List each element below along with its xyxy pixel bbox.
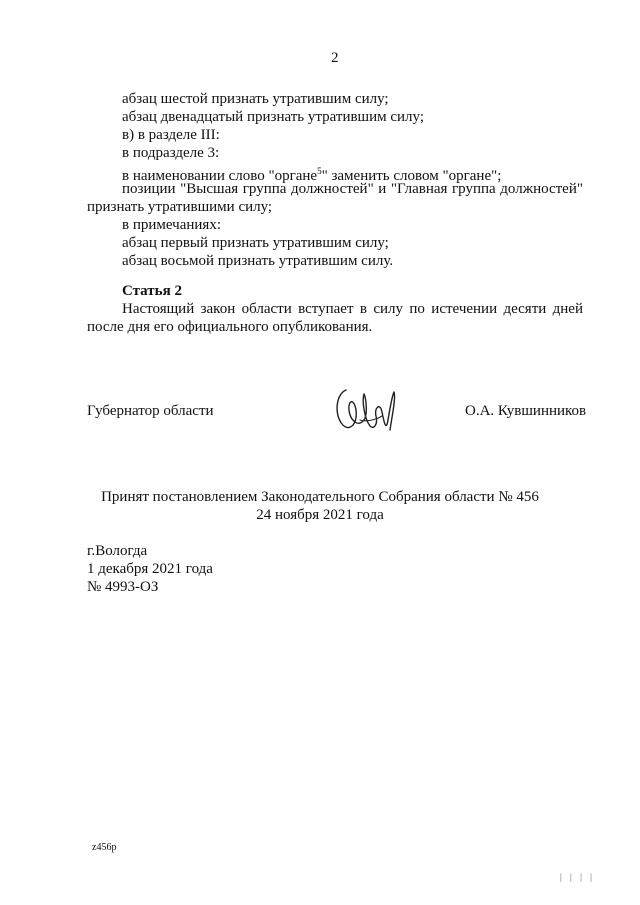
amendment-text-part: в наименовании слово "органе	[122, 168, 318, 184]
amendment-line: абзац восьмой признать утратившим силу.	[122, 253, 394, 269]
amendment-line: позиции "Высшая группа должностей" и "Главная группа должностей"	[122, 181, 583, 197]
footer-code: z456p	[92, 842, 117, 853]
page-number: 2	[331, 50, 339, 66]
amendment-line: в) в разделе III:	[122, 127, 220, 143]
amendment-line: абзац двенадцатый признать утратившим силу;	[122, 109, 425, 125]
amendment-line: абзац шестой признать утратившим силу;	[122, 91, 389, 107]
amendment-line: абзац первый признать утратившим силу;	[122, 235, 389, 251]
amendment-line: в примечаниях:	[122, 217, 221, 233]
handwritten-signature	[332, 380, 404, 436]
city: г.Вологда	[87, 543, 148, 559]
law-number: № 4993-ОЗ	[87, 579, 159, 595]
signatory-position: Губернатор области	[87, 403, 214, 419]
signing-date: 1 декабря 2021 года	[87, 561, 213, 577]
superscript-note: 5	[317, 166, 322, 176]
adoption-note: Принят постановлением Законодательного Собрания области № 456	[101, 489, 539, 505]
article-text: после дня его официального опубликования.	[87, 319, 373, 335]
amendment-text-part: " заменить словом "органе";	[321, 168, 502, 184]
signatory-name: О.А. Кувшинников	[465, 403, 587, 419]
article-heading: Статья 2	[122, 283, 182, 299]
amendment-line: в подразделе 3:	[122, 145, 220, 161]
amendment-line: признать утратившими силу;	[87, 199, 273, 215]
article-text: Настоящий закон области вступает в силу по истечении десяти дней	[122, 301, 583, 317]
scan-marks: | | | |	[560, 872, 595, 882]
adoption-date: 24 ноября 2021 года	[256, 507, 384, 523]
